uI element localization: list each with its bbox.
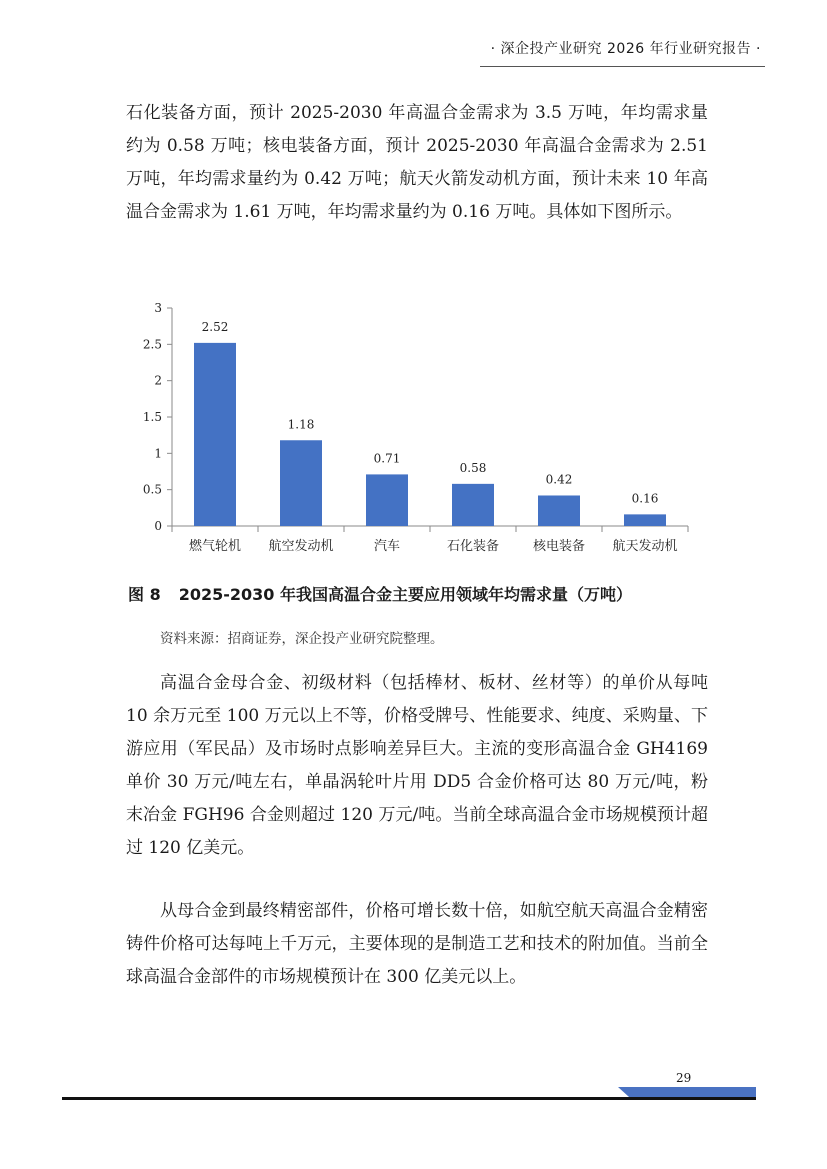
bar-chart xyxy=(122,296,702,566)
category-label: 航空发动机 xyxy=(268,539,334,554)
y-tick-label: 0.5 xyxy=(142,482,162,497)
bar-1 xyxy=(194,343,236,526)
category-label: 核电装备 xyxy=(532,539,586,554)
figure-number: 图 8 xyxy=(128,585,161,604)
category-label: 石化装备 xyxy=(446,539,500,554)
y-tick-label: 3 xyxy=(154,301,162,315)
y-tick-label: 2.5 xyxy=(142,337,162,352)
page-number: 29 xyxy=(676,1071,692,1085)
data-label: 0.16 xyxy=(631,491,659,506)
figure-caption xyxy=(128,582,728,605)
y-tick-label: 0 xyxy=(154,519,162,533)
footer-accent-tab xyxy=(618,1087,756,1097)
bar-2 xyxy=(280,440,322,526)
bar-3 xyxy=(366,474,408,526)
category-label: 燃气轮机 xyxy=(188,539,242,554)
category-label: 汽车 xyxy=(373,539,401,554)
paragraph-intro: 石化装备方面，预计 2025-2030 年高温合金需求为 3.5 万吨，年均需求量约为 0.58 万吨；核电装备方面，预计 2025-2030 年高温合金需求为 2.51 万吨，年均需求量约为 0.42 万吨；航天火箭发动机方面，预计未来 10 年高温合金需求为 1.61 万吨，年均需求量约为 0.16 万吨。具体如下图所示。 xyxy=(126,103,708,222)
figure-source: 资料来源：招商证券，深企投产业研究院整理。 xyxy=(160,631,444,647)
bar-4 xyxy=(452,484,494,526)
data-label: 0.71 xyxy=(373,451,401,466)
data-label: 0.42 xyxy=(545,472,573,487)
category-label: 航天发动机 xyxy=(612,539,678,554)
y-tick-label: 2 xyxy=(154,373,162,388)
running-header: · 深企投产业研究 2026 年行业研究报告 · xyxy=(490,41,761,57)
data-label: 1.18 xyxy=(287,417,315,432)
y-tick-label: 1 xyxy=(154,446,162,461)
chart-layer xyxy=(143,301,688,554)
data-label: 2.52 xyxy=(201,319,229,334)
bar-6 xyxy=(624,514,666,526)
footer-rule xyxy=(62,1097,756,1100)
figure-title: 2025-2030 年我国高温合金主要应用领域年均需求量（万吨） xyxy=(178,585,632,604)
y-tick-label: 1.5 xyxy=(142,410,162,424)
data-label: 0.58 xyxy=(459,460,487,475)
paragraph-parts: 从母合金到最终精密部件，价格可增长数十倍，如航空航天高温合金精密铸件价格可达每吨上千万元，主要体现的是制造工艺和技术的附加值。当前全球高温合金部件的市场规模预计在 300 亿美元以上。 xyxy=(126,901,708,987)
bar-5 xyxy=(538,495,580,526)
header-rule xyxy=(480,66,765,67)
paragraph-price: 高温合金母合金、初级材料（包括棒材、板材、丝材等）的单价从每吨 10 余万元至 100 万元以上不等，价格受牌号、性能要求、纯度、采购量、下游应用（军民品）及市场时点影响差异巨大。主流的变形高温合金 GH4169 单价 30 万元/吨左右，单晶涡轮叶片用 DD5 合金价格可达 80 万元/吨，粉末冶金 FGH96 合金则超过 120 万元/吨。当前全球高温合金市场规模预计超过 120 亿美元。 xyxy=(126,673,708,858)
